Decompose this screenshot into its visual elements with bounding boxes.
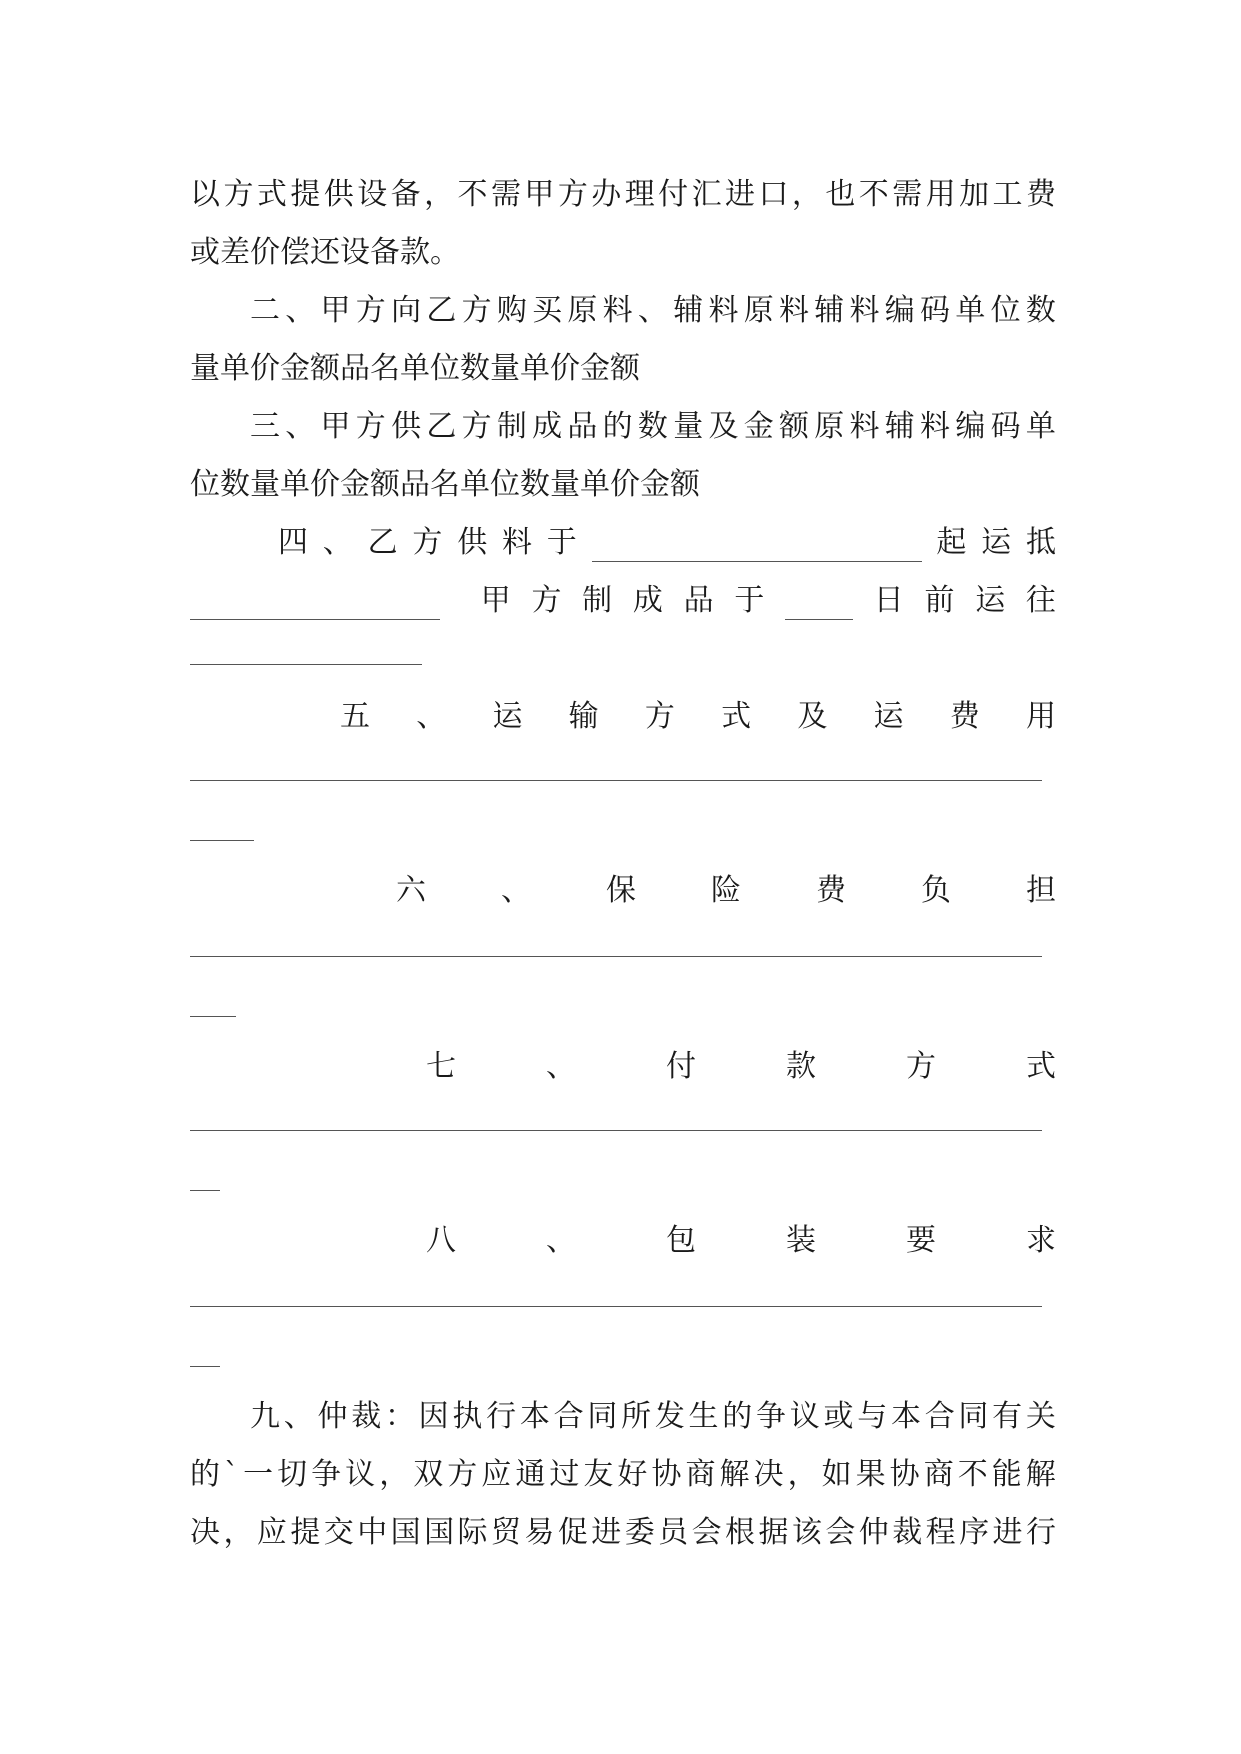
text-char: 位 (990, 293, 1021, 328)
text-char: 原 (814, 409, 845, 444)
text-char: 乙 (426, 293, 457, 328)
text-char: 及 (708, 409, 739, 444)
text-char: 不 (957, 1457, 988, 1492)
p4-char: 料 (501, 525, 532, 560)
text-char: 一 (243, 1457, 274, 1492)
text-char: 付 (658, 177, 689, 212)
text-char: 提 (290, 1515, 321, 1550)
text-char: 双 (413, 1457, 444, 1492)
text-char: ， (791, 177, 822, 212)
text-char: 以 (190, 177, 220, 212)
text-char: 方 (223, 177, 254, 212)
p8-char: 八 (426, 1223, 456, 1258)
text-char: 果 (855, 1457, 886, 1492)
text-char: 工 (992, 177, 1023, 212)
text-char: 进 (992, 1515, 1023, 1550)
p5-char: 五 (340, 699, 370, 734)
p7-char: 方 (906, 1049, 936, 1084)
text-char: 、 (285, 293, 316, 328)
text-char: 的 (602, 409, 633, 444)
text-char: 辅 (814, 293, 845, 328)
text-char: 决 (190, 1515, 220, 1550)
paragraph-2-line-2: 量单价金额品名单位数量单价金额 (190, 351, 640, 386)
text-char: 本 (519, 1399, 550, 1434)
text-char: 与 (857, 1399, 888, 1434)
text-char: 费 (1025, 177, 1056, 212)
text-char: 贸 (490, 1515, 521, 1550)
text-char: 编 (884, 293, 915, 328)
text-char: 码 (990, 409, 1021, 444)
text-char: 码 (920, 293, 951, 328)
text-char: 辅 (884, 409, 915, 444)
text-char: 需 (892, 177, 923, 212)
paragraph-3-line-1 (190, 398, 1056, 456)
text-char: 不 (858, 177, 889, 212)
text-char: 数 (637, 409, 668, 444)
text-char: 通 (515, 1457, 546, 1492)
p8-char: 要 (906, 1223, 936, 1258)
text-char: 促 (557, 1515, 588, 1550)
p8-char: 、 (546, 1223, 576, 1258)
paragraph-4-line-2 (190, 572, 1056, 630)
text-char: 争 (756, 1399, 787, 1434)
text-char: ` (224, 1457, 240, 1492)
text-char: 金 (743, 409, 774, 444)
text-char: 原 (567, 293, 598, 328)
paragraph-1-line-2: 或差价偿还设备款。 (190, 235, 460, 270)
text-char: 的 (722, 1399, 753, 1434)
p4-char: 供 (457, 525, 488, 560)
text-char: 编 (955, 409, 986, 444)
text-char: 同 (587, 1399, 618, 1434)
paragraph-3-line-2: 位数量单价金额品名单位数量单价金额 (190, 467, 700, 502)
text-char: 解 (1025, 1457, 1056, 1492)
text-char: 设 (357, 177, 388, 212)
text-char: 切 (277, 1457, 308, 1492)
paragraph-2-line-1 (190, 282, 1056, 340)
text-char: 裁 (892, 1515, 923, 1550)
p7-char: 七 (426, 1049, 456, 1084)
text-char: 仲 (858, 1515, 889, 1550)
text-char: 议 (345, 1457, 376, 1492)
paragraph-9-line-2 (190, 1446, 1056, 1504)
paragraph-8-heading (190, 1212, 1056, 1270)
text-char: 单 (955, 293, 986, 328)
text-char: 备 (390, 177, 421, 212)
blank-field[interactable] (190, 1190, 220, 1191)
text-char: 的 (190, 1457, 220, 1492)
text-char: 甲 (524, 177, 555, 212)
text-char: ， (424, 177, 455, 212)
text-char: 料 (602, 293, 633, 328)
text-char: 据 (758, 1515, 789, 1550)
blank-field[interactable] (592, 525, 922, 562)
text-char: 根 (725, 1515, 755, 1550)
paragraph-9-line-3 (190, 1504, 1056, 1562)
text-char: 决 (753, 1457, 784, 1492)
p4-char: 运 (975, 583, 1006, 618)
text-char: 生 (688, 1399, 719, 1434)
p6-char: 费 (816, 873, 846, 908)
text-char: 购 (496, 293, 527, 328)
paragraph-1-line-1 (190, 166, 1056, 224)
p6-char: 负 (921, 873, 951, 908)
p5-char: 式 (721, 699, 752, 734)
p4-char: 前 (924, 583, 955, 618)
text-char: ， (787, 1457, 818, 1492)
text-char: 甲 (320, 409, 351, 444)
paragraph-7-heading (190, 1038, 1056, 1096)
text-char: 方 (447, 1457, 478, 1492)
text-char: 、 (283, 1399, 314, 1434)
text-char: 式 (256, 177, 287, 212)
text-char: 交 (323, 1515, 354, 1550)
text-char: 因 (418, 1399, 449, 1434)
text-char: 数 (1025, 293, 1056, 328)
text-char: 辅 (673, 293, 704, 328)
text-char: 供 (391, 409, 422, 444)
p4-char: 抵 (1025, 525, 1056, 560)
blank-field[interactable] (785, 583, 853, 620)
text-char: 提 (290, 177, 321, 212)
text-char: 进 (591, 1515, 622, 1550)
text-char: 、 (637, 293, 668, 328)
text-char: 、 (285, 409, 316, 444)
text-char: 裁 (351, 1399, 382, 1434)
text-char: 过 (549, 1457, 580, 1492)
text-char: 料 (849, 409, 880, 444)
text-char: 理 (624, 177, 655, 212)
text-char: 方 (557, 177, 588, 212)
p4-char: 乙 (367, 525, 398, 560)
text-char: 执 (452, 1399, 483, 1434)
text-char: 方 (355, 409, 386, 444)
text-char: 乙 (426, 409, 457, 444)
text-char: 同 (958, 1399, 989, 1434)
text-char: 仲 (317, 1399, 348, 1434)
p6-char: 、 (501, 873, 531, 908)
text-char: 易 (524, 1515, 555, 1550)
p7-char: 款 (786, 1049, 816, 1084)
p5-char: 运 (492, 699, 523, 734)
text-char: 九 (250, 1399, 280, 1434)
text-char: ， (379, 1457, 410, 1492)
text-char: 会 (691, 1515, 722, 1550)
p4-char: 往 (1025, 583, 1056, 618)
text-char: 协 (651, 1457, 682, 1492)
text-char: 或 (823, 1399, 854, 1434)
text-char: 额 (778, 409, 809, 444)
paragraph-5-heading (190, 688, 1056, 746)
p5-char: 用 (1025, 699, 1056, 734)
blank-field[interactable] (190, 1366, 220, 1367)
p4-char: 、 (322, 525, 353, 560)
paragraph-9-line-1 (190, 1388, 1056, 1446)
text-char: 本 (890, 1399, 921, 1434)
text-char: 国 (390, 1515, 421, 1550)
text-char: 单 (1025, 409, 1056, 444)
text-char: 所 (621, 1399, 652, 1434)
p4-char: 品 (683, 583, 714, 618)
text-char: 员 (658, 1515, 689, 1550)
p5-char: 及 (797, 699, 828, 734)
text-char: 也 (825, 177, 856, 212)
p8-char: 包 (666, 1223, 696, 1258)
blank-field[interactable] (190, 664, 422, 665)
text-char: 商 (685, 1457, 716, 1492)
text-char: 原 (743, 293, 774, 328)
text-char: 需 (490, 177, 521, 212)
blank-field[interactable] (190, 840, 254, 841)
text-char: 该 (791, 1515, 822, 1550)
text-char: 料 (708, 293, 739, 328)
text-char: 制 (496, 409, 527, 444)
text-char: 方 (461, 293, 492, 328)
text-char: 议 (789, 1399, 820, 1434)
text-char: 进 (725, 177, 755, 212)
text-char: 国 (424, 1515, 455, 1550)
text-char: 成 (532, 409, 563, 444)
paragraph-4-line-1 (190, 514, 1056, 572)
p4-char: 方 (531, 583, 562, 618)
p6-char: 险 (711, 873, 741, 908)
text-char: 加 (959, 177, 990, 212)
blank-field[interactable] (190, 1130, 1042, 1131)
text-char: 量 (673, 409, 704, 444)
p5-char: 、 (416, 699, 447, 734)
p6-char: 六 (396, 873, 426, 908)
text-char: 行 (486, 1399, 517, 1434)
paragraph-6-heading (190, 862, 1056, 920)
p4-char: 运 (981, 525, 1012, 560)
text-char: 买 (532, 293, 563, 328)
p8-char: 求 (1026, 1223, 1056, 1258)
p4-char: 四 (278, 525, 308, 560)
text-char: 中 (357, 1515, 388, 1550)
p7-char: 式 (1026, 1049, 1056, 1084)
text-char: 程 (925, 1515, 956, 1550)
blank-field[interactable] (190, 956, 1042, 957)
p4-char: 甲 (480, 583, 511, 618)
text-char: 关 (1025, 1399, 1056, 1434)
blank-field[interactable] (190, 780, 1042, 781)
blank-field[interactable] (190, 1016, 236, 1017)
text-char: 二 (250, 293, 280, 328)
text-char: 方 (461, 409, 492, 444)
text-char: 向 (391, 293, 422, 328)
p7-char: 付 (666, 1049, 696, 1084)
p5-char: 运 (873, 699, 904, 734)
text-char: 好 (617, 1457, 648, 1492)
text-char: 合 (553, 1399, 584, 1434)
text-char: 解 (719, 1457, 750, 1492)
text-char: 如 (821, 1457, 852, 1492)
text-char: 能 (991, 1457, 1022, 1492)
text-char: 甲 (320, 293, 351, 328)
text-char: 办 (591, 177, 622, 212)
blank-field[interactable] (190, 1306, 1042, 1307)
text-char: 不 (457, 177, 488, 212)
p5-char: 方 (644, 699, 675, 734)
text-char: ： (384, 1399, 415, 1434)
p4-char: 于 (734, 583, 765, 618)
text-char: 品 (567, 409, 598, 444)
text-char: 会 (825, 1515, 856, 1550)
text-char: 应 (256, 1515, 287, 1550)
text-char: 发 (654, 1399, 685, 1434)
text-char: 用 (925, 177, 956, 212)
p4-char: 日 (873, 583, 904, 618)
p6-char: 保 (606, 873, 636, 908)
text-char: 行 (1025, 1515, 1056, 1550)
text-char: 合 (924, 1399, 955, 1434)
text-char: 际 (457, 1515, 488, 1550)
text-char: ， (223, 1515, 254, 1550)
text-char: 料 (920, 409, 951, 444)
p4-char: 制 (582, 583, 613, 618)
p4-char: 于 (546, 525, 577, 560)
text-char: 委 (624, 1515, 655, 1550)
text-char: 料 (778, 293, 809, 328)
text-char: 料 (849, 293, 880, 328)
p7-char: 、 (546, 1049, 576, 1084)
text-char: 方 (355, 293, 386, 328)
blank-field[interactable] (190, 583, 440, 620)
p8-char: 装 (786, 1223, 816, 1258)
text-char: 口 (758, 177, 789, 212)
p5-char: 费 (949, 699, 980, 734)
p6-char: 担 (1026, 873, 1056, 908)
text-char: 商 (923, 1457, 954, 1492)
text-char: 供 (323, 177, 354, 212)
text-char: 汇 (691, 177, 722, 212)
text-char: 应 (481, 1457, 512, 1492)
text-char: 有 (992, 1399, 1023, 1434)
p4-char: 起 (936, 525, 967, 560)
p4-char: 成 (632, 583, 663, 618)
text-char: 协 (889, 1457, 920, 1492)
text-char: 序 (959, 1515, 990, 1550)
p5-char: 输 (568, 699, 599, 734)
text-char: 友 (583, 1457, 614, 1492)
p4-char: 方 (412, 525, 443, 560)
text-char: 三 (250, 409, 280, 444)
text-char: 争 (311, 1457, 342, 1492)
